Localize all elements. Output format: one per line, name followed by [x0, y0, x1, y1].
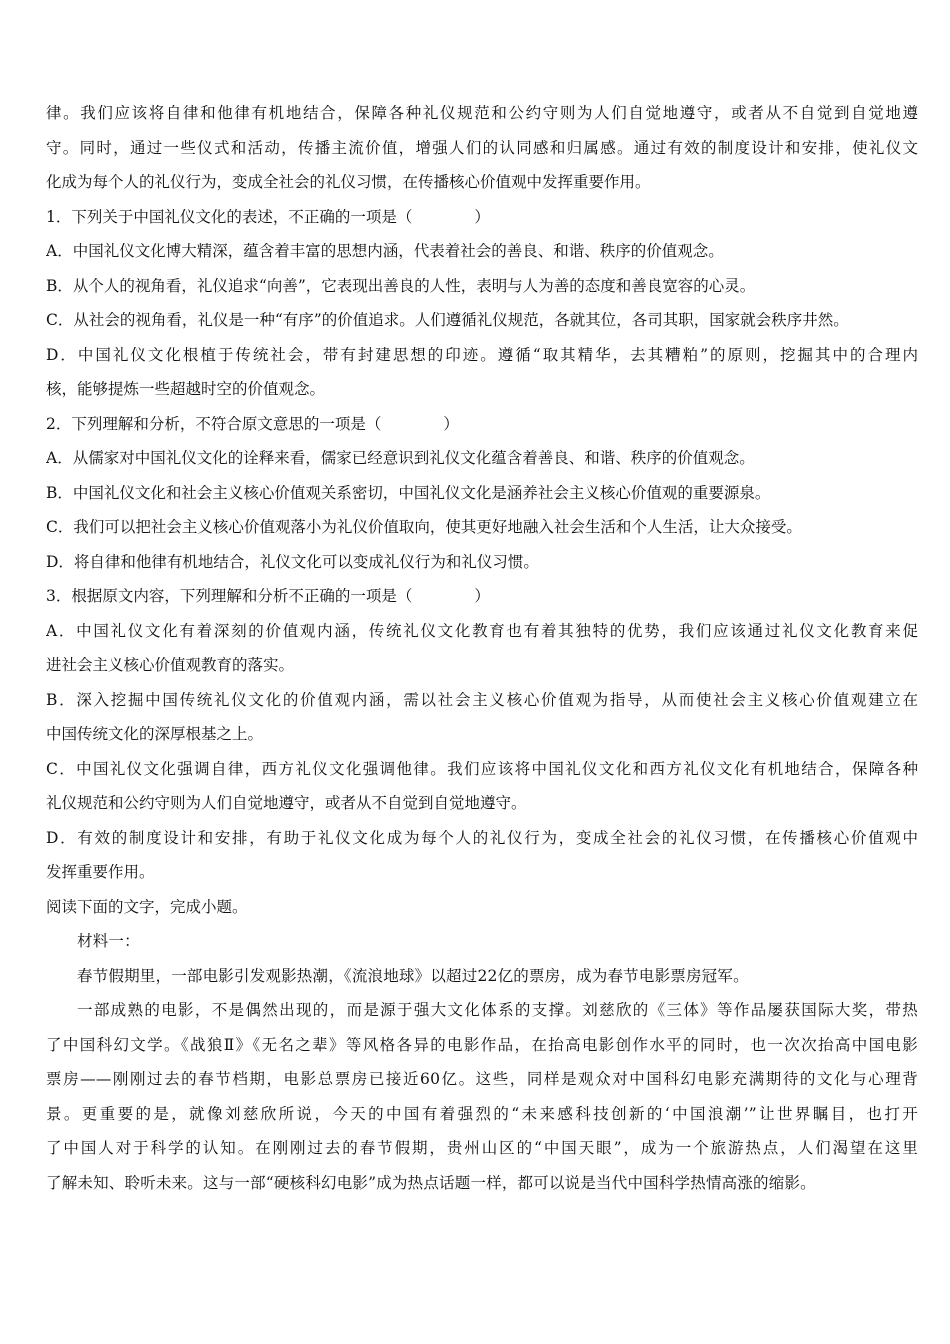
question-1-option-d-line-1: D．中国礼仪文化根植于传统社会，带有封建思想的印迹。遵循“取其精华，去其糟粕”的原则，挖掘其中的合理内: [46, 345, 918, 364]
question-1-option-b: B．从个人的视角看，礼仪追求“向善”，它表现出善良的人性，表明与人为善的态度和善良宽容的心灵。: [46, 276, 756, 295]
question-3-option-b-line-2: 中国传统文化的深厚根基之上。: [46, 725, 264, 743]
question-3-option-a-line-1: A．中国礼仪文化有着深刻的价值观内涵，传统礼仪文化教育也有着其独特的优势，我们应该通过礼仪文化教育来促: [46, 621, 918, 640]
question-3-option-b-line-1: B．深入挖掘中国传统礼仪文化的价值观内涵，需以社会主义核心价值观为指导，从而使社会主义核心价值观建立在: [46, 690, 918, 709]
material-1-paragraph-2-line-4: 景。更重要的是，就像刘慈欣所说，今天的中国有着强烈的“未来感科技创新的‘中国浪潮’”让世界瞩目，也打开: [46, 1104, 918, 1123]
question-3-option-d-line-2: 发挥重要作用。: [46, 863, 155, 881]
question-3-option-a-line-2: 进社会主义核心价值观教育的落实。: [46, 656, 295, 674]
question-2-option-a: A．从儒家对中国礼仪文化的诠释来看，儒家已经意识到礼仪文化蕴含着善良、和谐、秩序的价值观念。: [46, 449, 755, 467]
question-1-option-d-line-2: 核，能够提炼一些超越时空的价值观念。: [46, 380, 326, 398]
question-1-option-c: C．从社会的视角看，礼仪是一种“有序”的价值追求。人们遵循礼仪规范，各就其位，各司其职，国家就会秩序井然。: [46, 311, 849, 329]
material-1-paragraph-2-line-1: 一部成熟的电影，不是偶然出现的，而是源于强大文化体系的支撑。刘慈欣的《三体》等作品屡获国际大奖，带热: [77, 1001, 918, 1019]
material-1-paragraph-2-line-3: 票房——刚刚过去的春节档期，电影总票房已接近60亿。这些，同样是观众对中国科幻电影充满期待的文化与心理背: [46, 1070, 918, 1088]
material-1-paragraph-2-line-6: 了解未知、聆听未来。这与一部“硬核科幻电影”成为热点话题一样，都可以说是当代中国科学热情高涨的缩影。: [46, 1173, 816, 1192]
intro-line-3: 化成为每个人的礼仪行为，变成全社会的礼仪习惯，在传播核心价值观中发挥重要作用。: [46, 173, 651, 191]
question-2-option-b: B．中国礼仪文化和社会主义核心价值观关系密切，中国礼仪文化是涵养社会主义核心价值观的重要源泉。: [46, 483, 771, 502]
question-3-option-c-line-2: 礼仪规范和公约守则为人们自觉地遵守，或者从不自觉到自觉地遵守。: [46, 794, 527, 812]
question-2-stem: 2．下列理解和分析，不符合原文意思的一项是（ ）: [46, 414, 459, 433]
intro-line-2: 守。同时，通过一些仪式和活动，传播主流价值，增强人们的认同感和归属感。通过有效的制度设计和安排，使礼仪文: [46, 138, 918, 157]
material-1-paragraph-1: 春节假期里，一部电影引发观影热潮，《流浪地球》以超过22亿的票房，成为春节电影票房冠军。: [77, 966, 749, 985]
question-2-option-d: D．将自律和他律有机地结合，礼仪文化可以变成礼仪行为和礼仪习惯。: [46, 552, 539, 571]
question-1-stem: 1．下列关于中国礼仪文化的表述，不正确的一项是（ ）: [46, 207, 490, 226]
material-1-heading: 材料一：: [77, 932, 140, 950]
question-3-option-d-line-1: D．有效的制度设计和安排，有助于礼仪文化成为每个人的礼仪行为，变成全社会的礼仪习惯，在传播核心价值观中: [46, 828, 918, 847]
question-1-option-a: A．中国礼仪文化博大精深，蕴含着丰富的思想内涵，代表着社会的善良、和谐、秩序的价值观念。: [46, 242, 724, 260]
material-1-paragraph-2-line-2: 了中国科幻文学。《战狼Ⅱ》《无名之辈》等风格各异的电影作品，在抬高电影创作水平的同时，也一次次抬高中国电影: [46, 1035, 918, 1054]
document-page: [46, 96, 918, 1200]
intro-line-1: 律。我们应该将自律和他律有机地结合，保障各种礼仪规范和公约守则为人们自觉地遵守，或者从不自觉到自觉地遵: [46, 104, 918, 122]
material-1-paragraph-2-line-5: 了中国人对于科学的认知。在刚刚过去的春节假期，贵州山区的“中国天眼”，成为一个旅游热点，人们渴望在这里: [46, 1139, 918, 1157]
reading-instruction: 阅读下面的文字，完成小题。: [46, 897, 248, 916]
question-3-option-c-line-1: C．中国礼仪文化强调自律，西方礼仪文化强调他律。我们应该将中国礼仪文化和西方礼仪文化有机地结合，保障各种: [46, 759, 918, 778]
question-2-option-c: C．我们可以把社会主义核心价值观落小为礼仪价值取向，使其更好地融入社会生活和个人生活，让大众接受。: [46, 518, 802, 536]
question-3-stem: 3．根据原文内容，下列理解和分析不正确的一项是（ ）: [46, 587, 490, 605]
